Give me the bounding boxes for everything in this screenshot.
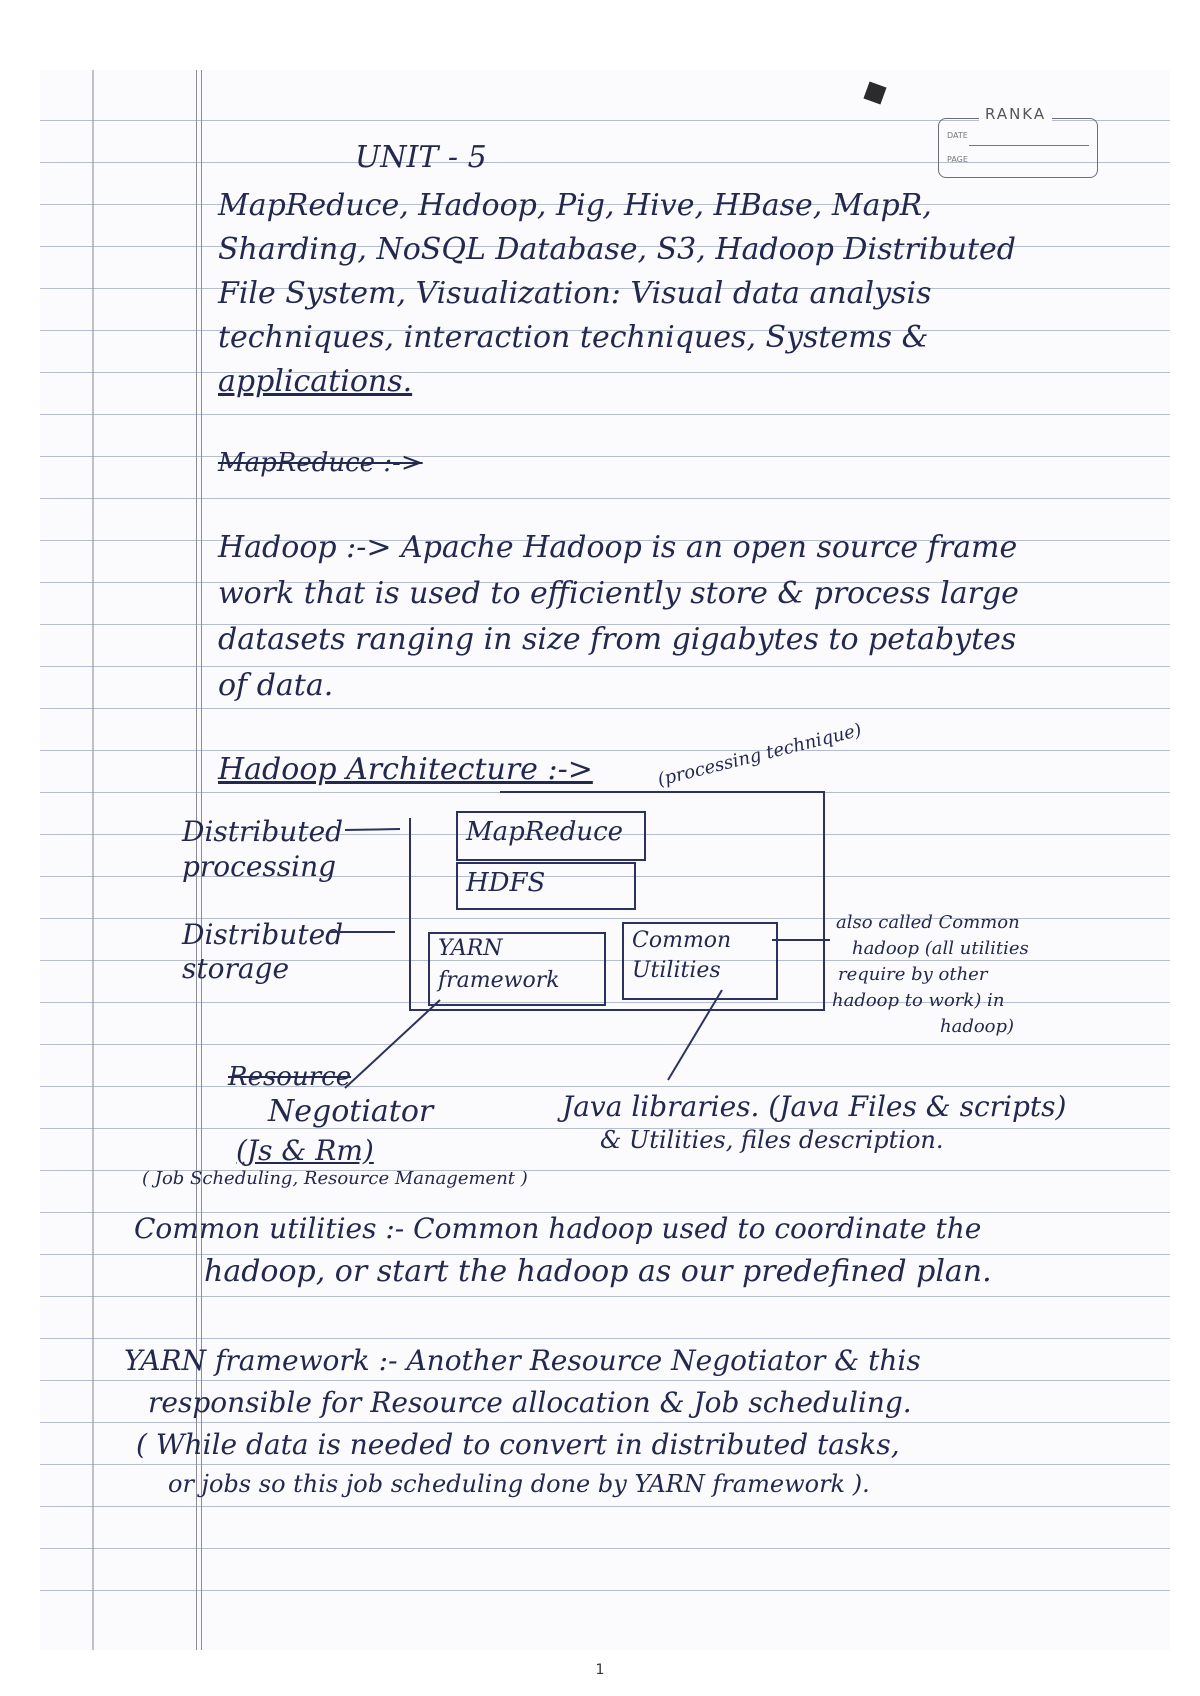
common-utilities-line: Common utilities :- Common hadoop used to coordinate the — [134, 1212, 982, 1245]
mapreduce-box — [456, 811, 646, 861]
yarn-framework-line: responsible for Resource allocation & Job scheduling. — [148, 1386, 912, 1419]
distributed-storage-label: Distributed — [182, 918, 344, 951]
common-note-line: require by other — [838, 964, 988, 985]
js-rm-label: (Js & Rm) — [236, 1134, 374, 1167]
syllabus-line: applications. — [218, 364, 413, 399]
common-arrow — [668, 990, 722, 1080]
hadoop-definition-line: work that is used to efficiently store & process large — [218, 576, 1019, 611]
hdfs-label: HDFS — [466, 868, 546, 898]
unit-title: UNIT - 5 — [355, 140, 487, 175]
yarn-label: YARN — [438, 936, 503, 961]
yarn-box — [428, 932, 606, 1006]
utilities-label: Utilities — [632, 958, 721, 983]
hadoop-definition-line: Hadoop :-> Apache Hadoop is an open source frame — [218, 530, 1018, 565]
common-note-line: hadoop (all utilities — [852, 938, 1029, 959]
architecture-heading: Hadoop Architecture :-> — [218, 752, 593, 787]
mapreduce-label: MapReduce — [466, 817, 624, 847]
common-note-line: also called Common — [836, 912, 1020, 933]
syllabus-line: Sharding, NoSQL Database, S3, Hadoop Distributed — [218, 232, 1017, 267]
yarn-framework-line: YARN framework :- Another Resource Negotiator & this — [124, 1344, 921, 1377]
yarn-framework-line: or jobs so this job scheduling done by YARN framework ). — [168, 1470, 870, 1498]
java-libraries-line-2: & Utilities, files description. — [600, 1126, 944, 1154]
yarn-label-2: framework — [438, 968, 560, 993]
page-number: 1 — [595, 1662, 605, 1678]
distributed-processing-label-2: processing — [182, 850, 337, 883]
processing-technique-note: (processing technique) — [655, 719, 864, 791]
common-note-line: hadoop) — [940, 1016, 1015, 1037]
struck-heading: MapReduce :-> — [218, 448, 423, 478]
java-libraries-line: Java libraries. (Java Files & scripts) — [562, 1090, 1067, 1123]
yarn-arrow — [345, 1000, 440, 1088]
distributed-storage-label-2: storage — [182, 952, 290, 985]
negotiator-label: Negotiator — [268, 1094, 434, 1129]
common-note-line: hadoop to work) in — [832, 990, 1005, 1011]
resource-label: Resource — [228, 1062, 352, 1092]
common-utilities-box — [622, 922, 778, 1000]
syllabus-line: MapReduce, Hadoop, Pig, Hive, HBase, MapR, — [218, 188, 932, 223]
brand-name: RANKA — [979, 105, 1052, 123]
syllabus-line: techniques, interaction techniques, Systems & — [218, 320, 929, 355]
processing-arrow — [345, 829, 400, 830]
syllabus-line: File System, Visualization: Visual data analysis — [218, 276, 932, 311]
job-scheduling-note: ( Job Scheduling, Resource Management ) — [142, 1168, 528, 1189]
hdfs-box — [456, 862, 636, 910]
distributed-processing-label: Distributed — [182, 815, 344, 848]
common-utilities-line-2: hadoop, or start the hadoop as our predefined plan. — [204, 1254, 992, 1289]
date-label: DATE — [947, 131, 968, 140]
hadoop-definition-line: datasets ranging in size from gigabytes to petabytes — [218, 622, 1017, 657]
hadoop-definition-line: of data. — [218, 668, 334, 703]
yarn-framework-line: ( While data is needed to convert in distributed tasks, — [136, 1428, 900, 1461]
common-label: Common — [632, 928, 732, 953]
page-label: PAGE — [947, 155, 968, 164]
